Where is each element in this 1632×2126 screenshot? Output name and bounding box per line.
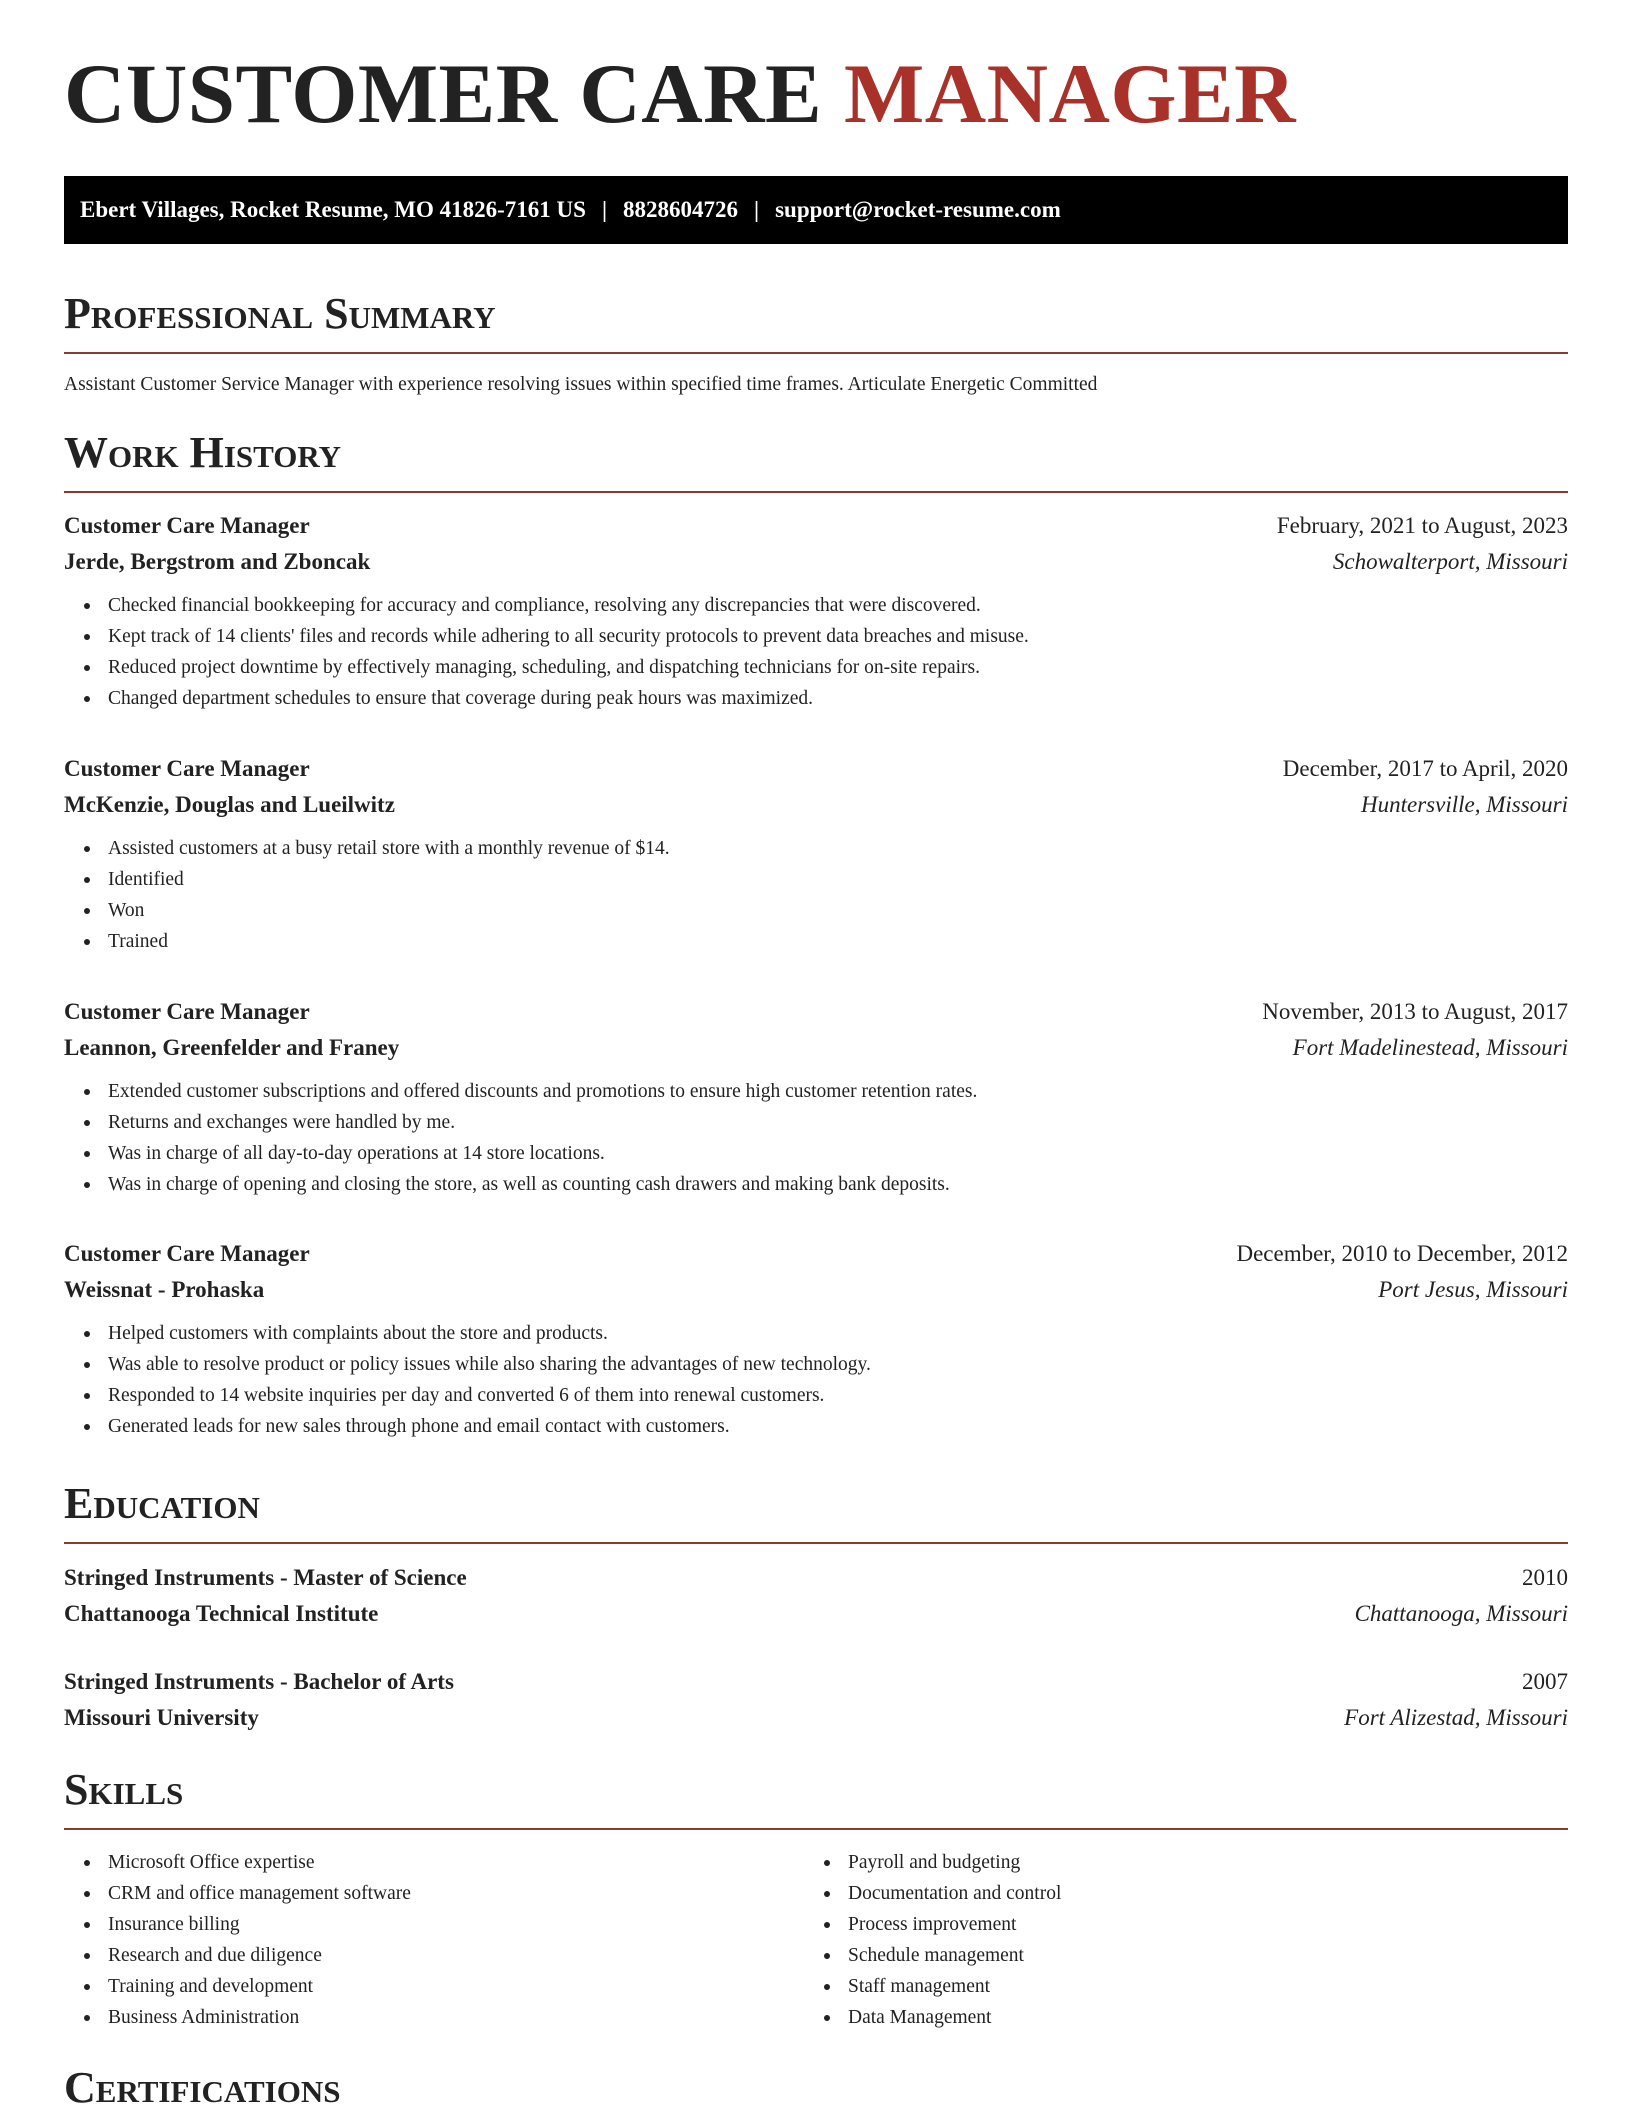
work-history-heading: Work History — [64, 431, 1568, 493]
job-bullet: Generated leads for new sales through phone and email contact with customers. — [64, 1411, 1568, 1442]
job-bullets — [64, 833, 1568, 957]
contact-phone: 8828604726 — [623, 197, 739, 222]
edu-year: 2010 — [1522, 1565, 1568, 1590]
job-bullet: Was able to resolve product or policy issues while also sharing the advantages of new technology. — [64, 1349, 1568, 1380]
edu-degree: Stringed Instruments - Master of Science — [64, 1565, 467, 1590]
summary-heading: Professional Summary — [64, 292, 1568, 354]
resume-title — [64, 47, 1297, 141]
contact-separator: | — [601, 197, 608, 222]
skill-item: Microsoft Office expertise — [64, 1847, 1568, 1878]
job-location: Huntersville, Missouri — [1361, 792, 1568, 817]
skill-item: Payroll and budgeting — [804, 1847, 1632, 1878]
job-company: Weissnat - Prohaska — [64, 1277, 265, 1302]
education-entry — [64, 1560, 1568, 1632]
skill-item: Insurance billing — [64, 1909, 1568, 1940]
skill-item: CRM and office management software — [64, 1878, 1568, 1909]
job-bullet: Assisted customers at a busy retail store with a monthly revenue of $14. — [64, 833, 1568, 864]
work-entry — [64, 508, 1568, 580]
job-bullet: Was in charge of all day-to-day operations at 14 store locations. — [64, 1138, 1568, 1169]
skill-item: Staff management — [804, 1971, 1632, 2002]
job-location: Schowalterport, Missouri — [1332, 549, 1568, 574]
edu-school: Missouri University — [64, 1705, 259, 1730]
job-location: Fort Madelinestead, Missouri — [1292, 1035, 1568, 1060]
job-company: McKenzie, Douglas and Lueilwitz — [64, 792, 395, 817]
job-bullet: Trained — [64, 926, 1568, 957]
job-company: Leannon, Greenfelder and Franey — [64, 1035, 400, 1060]
skill-item: Training and development — [64, 1971, 1568, 2002]
education-entry — [64, 1664, 1568, 1736]
job-title: Customer Care Manager — [64, 756, 310, 781]
skills-list-right — [804, 1847, 1632, 2033]
skills-heading: Skills — [64, 1768, 1568, 1830]
job-bullets — [64, 1318, 1568, 1442]
skill-item: Research and due diligence — [64, 1940, 1568, 1971]
work-entry — [64, 994, 1568, 1066]
skill-item: Process improvement — [804, 1909, 1632, 1940]
contact-address: Ebert Villages, Rocket Resume, MO 41826-7161 US — [80, 197, 586, 222]
job-dates: February, 2021 to August, 2023 — [1276, 513, 1568, 538]
job-bullet: Helped customers with complaints about the store and products. — [64, 1318, 1568, 1349]
job-bullet: Responded to 14 website inquiries per day and converted 6 of them into renewal customers. — [64, 1380, 1568, 1411]
edu-school: Chattanooga Technical Institute — [64, 1601, 379, 1626]
job-dates: December, 2010 to December, 2012 — [1236, 1241, 1568, 1266]
job-dates: November, 2013 to August, 2017 — [1262, 999, 1568, 1024]
job-bullet: Kept track of 14 clients' files and records while adhering to all security protocols to prevent data breaches and misuse. — [64, 621, 1568, 652]
job-company: Jerde, Bergstrom and Zboncak — [64, 549, 371, 574]
work-entry — [64, 751, 1568, 823]
job-bullet: Returns and exchanges were handled by me. — [64, 1107, 1568, 1138]
certifications-heading: Certifications — [64, 2063, 341, 2112]
contact-email: support@rocket-resume.com — [775, 197, 1061, 222]
job-bullet: Reduced project downtime by effectively managing, scheduling, and dispatching technicians for on-site repairs. — [64, 652, 1568, 683]
contact-bar — [64, 176, 1568, 244]
job-bullet: Won — [64, 895, 1568, 926]
job-title: Customer Care Manager — [64, 999, 310, 1024]
job-title: Customer Care Manager — [64, 513, 310, 538]
title-main: CUSTOMER CARE — [64, 47, 823, 141]
job-title: Customer Care Manager — [64, 1241, 310, 1266]
skill-item: Documentation and control — [804, 1878, 1632, 1909]
education-heading: Education — [64, 1482, 1568, 1544]
job-bullet: Was in charge of opening and closing the store, as well as counting cash drawers and making bank deposits. — [64, 1169, 1568, 1200]
job-location: Port Jesus, Missouri — [1378, 1277, 1568, 1302]
edu-location: Chattanooga, Missouri — [1354, 1601, 1568, 1626]
skill-item: Data Management — [804, 2002, 1632, 2033]
job-bullet: Identified — [64, 864, 1568, 895]
job-bullet: Extended customer subscriptions and offered discounts and promotions to ensure high customer retention rates. — [64, 1076, 1568, 1107]
skill-item: Schedule management — [804, 1940, 1632, 1971]
edu-location: Fort Alizestad, Missouri — [1344, 1705, 1568, 1730]
job-bullets — [64, 590, 1568, 714]
skill-item: Business Administration — [64, 2002, 1568, 2033]
edu-year: 2007 — [1522, 1669, 1568, 1694]
job-dates: December, 2017 to April, 2020 — [1282, 756, 1568, 781]
work-entry — [64, 1236, 1568, 1308]
job-bullets — [64, 1076, 1568, 1200]
edu-degree: Stringed Instruments - Bachelor of Arts — [64, 1669, 454, 1694]
job-bullet: Checked financial bookkeeping for accuracy and compliance, resolving any discrepancies that were discovered. — [64, 590, 1568, 621]
summary-text: Assistant Customer Service Manager with experience resolving issues within specified time frames. Articulate Energetic Committed — [64, 374, 1098, 395]
title-accent: MANAGER — [843, 47, 1297, 141]
job-bullet: Changed department schedules to ensure that coverage during peak hours was maximized. — [64, 683, 1568, 714]
contact-separator: | — [754, 197, 760, 222]
